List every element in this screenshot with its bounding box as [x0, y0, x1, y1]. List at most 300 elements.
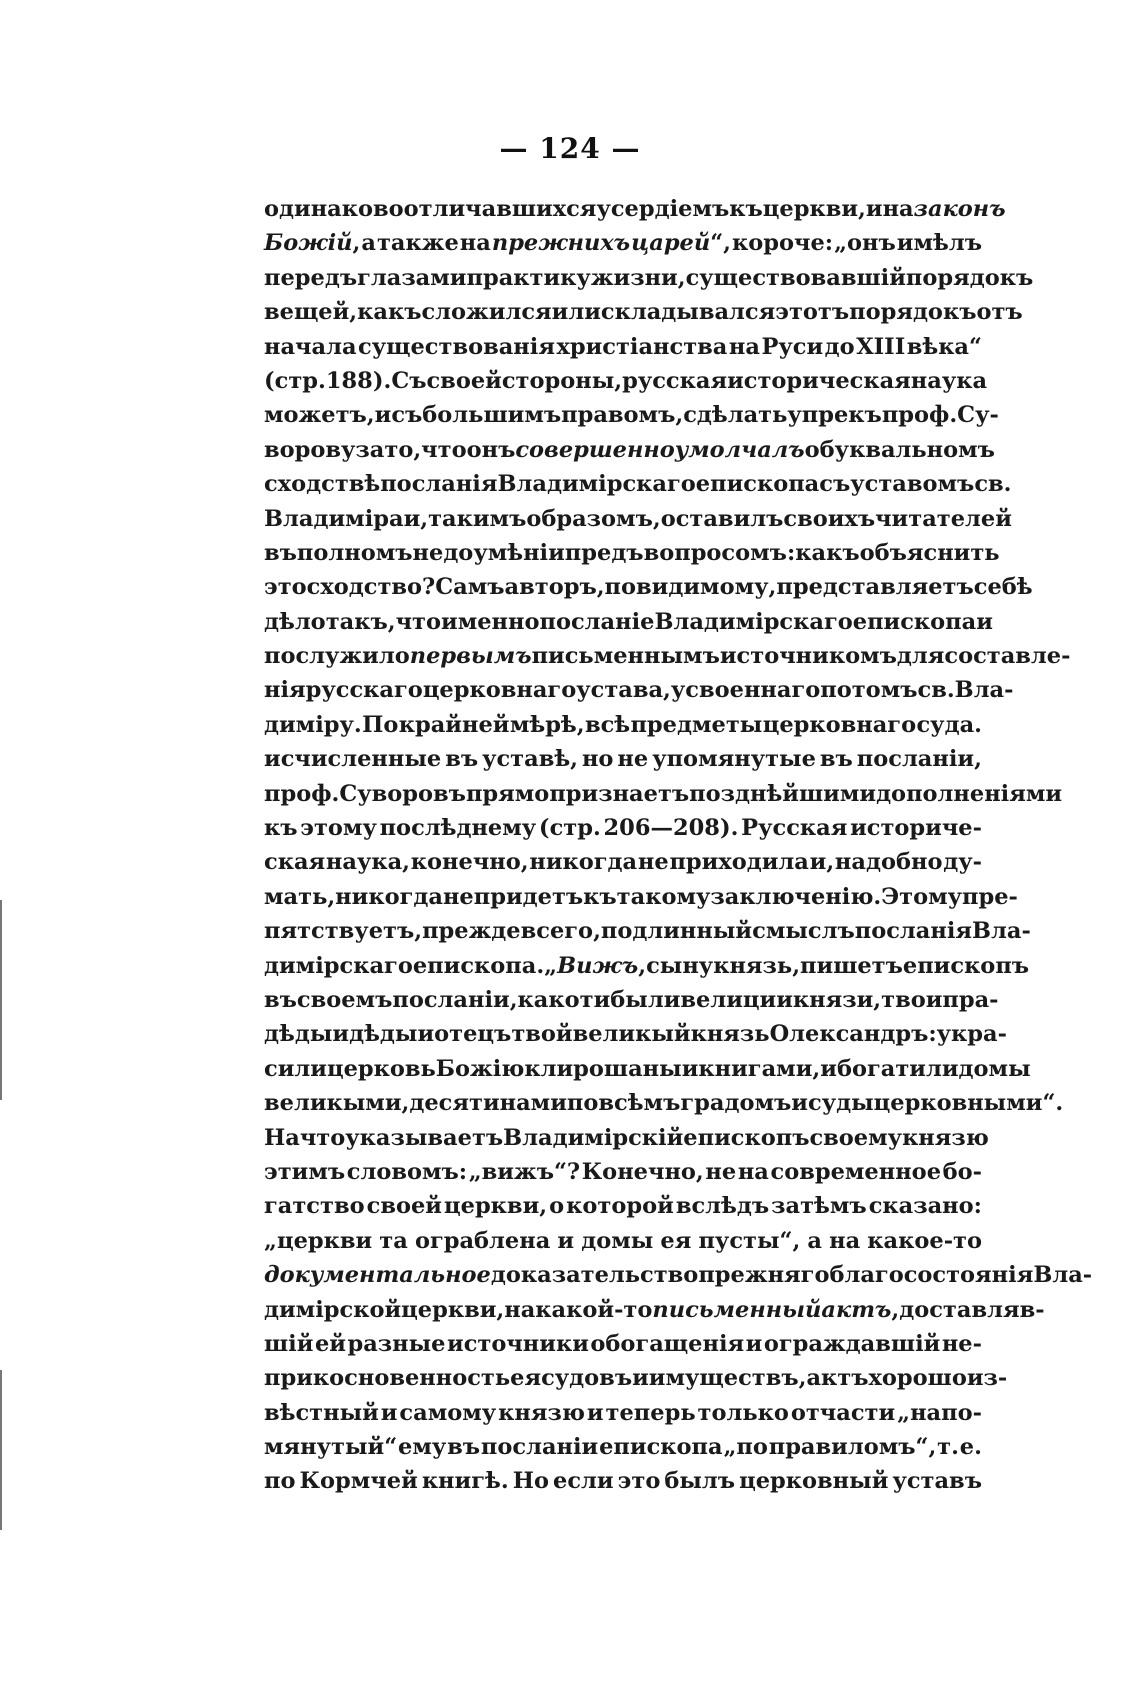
word: въ — [819, 746, 853, 773]
word: хорошо — [868, 1365, 967, 1392]
word: по — [566, 1090, 599, 1117]
word: и, — [809, 849, 835, 876]
word: суда. — [916, 711, 982, 738]
word: судовъ — [541, 1365, 633, 1392]
text-line — [264, 777, 1063, 811]
word: что — [421, 436, 467, 463]
word: на — [882, 196, 914, 222]
word: можетъ, — [264, 402, 375, 429]
word: практику — [466, 264, 591, 291]
word: на — [737, 1158, 769, 1185]
word: и — [380, 1399, 398, 1426]
word: документальное — [264, 1262, 491, 1289]
word: церковь — [326, 1055, 436, 1082]
word: на — [504, 1296, 536, 1323]
word: на — [728, 333, 760, 360]
word: такому — [616, 883, 711, 910]
word: источникомъ — [719, 643, 897, 670]
text-line — [264, 1361, 1008, 1395]
word: порядокъ — [849, 299, 977, 326]
word: мѣрѣ, — [509, 711, 585, 738]
word: церковными“. — [873, 1090, 1064, 1117]
word: „по — [723, 1434, 768, 1461]
word: прежнихъ — [491, 230, 631, 257]
word: вѣка“ — [906, 333, 982, 360]
text-line — [264, 295, 1023, 329]
word: письменный — [652, 1296, 822, 1323]
word: книгѣ. — [421, 1468, 509, 1495]
word: епископа — [599, 1434, 723, 1461]
word: также — [376, 230, 459, 257]
word: и — [745, 1330, 763, 1357]
word: из- — [966, 1365, 1008, 1392]
word: церковный — [739, 1468, 889, 1495]
word: крайней — [398, 711, 510, 738]
word: современное — [770, 1158, 942, 1185]
text-line — [264, 364, 988, 398]
word: своему — [809, 1124, 903, 1151]
word: только — [697, 1399, 789, 1426]
word: Съ — [391, 367, 427, 394]
word: князь, — [713, 952, 801, 979]
word: на — [829, 1227, 861, 1254]
word: епископъ — [683, 1124, 810, 1151]
word: составле- — [944, 643, 1071, 670]
word: Русская — [741, 815, 848, 842]
word: вслѣдъ — [675, 1193, 770, 1220]
word: стороны, — [501, 367, 623, 394]
text-line — [264, 845, 982, 879]
word: вопросомъ: — [643, 539, 796, 566]
word: сдѣлать — [683, 402, 788, 429]
word: и — [681, 1055, 699, 1082]
text-line — [264, 261, 1034, 295]
word: пятствуетъ, — [264, 918, 423, 945]
word: По — [362, 711, 399, 738]
word: недоумѣніи — [412, 539, 565, 566]
word: ти — [579, 986, 611, 1013]
word: ду- — [943, 849, 982, 876]
word: Вла- — [954, 677, 1014, 704]
word: позднѣйшими — [689, 780, 877, 807]
word: та — [379, 1227, 408, 1254]
word: На — [264, 1124, 300, 1151]
word: большимъ — [422, 402, 562, 429]
word: укра- — [936, 1021, 1007, 1048]
word: всѣмъ — [598, 1090, 681, 1117]
text-line — [264, 1155, 982, 1189]
text-line — [264, 1396, 982, 1430]
word: для — [896, 643, 945, 670]
word: посланіе — [539, 608, 655, 635]
word: затѣмъ — [771, 1193, 867, 1220]
word: никогда — [529, 849, 638, 876]
word: Владимірскаго — [497, 471, 696, 498]
word: себѣ — [973, 574, 1033, 601]
word: пусты“, — [698, 1227, 801, 1254]
text-line — [264, 639, 1071, 673]
word: объяснить — [859, 539, 1000, 566]
text-line — [264, 949, 1030, 983]
word: какъ — [795, 539, 860, 566]
word: такъ, — [325, 608, 396, 635]
word: и — [332, 1021, 350, 1048]
word: отецъ — [434, 1021, 512, 1048]
word: ограблена — [414, 1227, 551, 1254]
word: суды — [808, 1090, 874, 1117]
word: не — [705, 1158, 737, 1185]
text-line — [264, 192, 1006, 226]
word: образомъ, — [526, 505, 661, 532]
word: жизни, — [590, 264, 686, 291]
word: были — [610, 986, 681, 1013]
word: въ — [445, 746, 479, 773]
word: никогда — [335, 883, 443, 910]
word: умолчалъ — [674, 436, 805, 463]
word: что — [395, 608, 441, 635]
page-edge-mark — [0, 900, 2, 1100]
text-line — [264, 983, 999, 1017]
word: сили — [264, 1055, 327, 1082]
word: за — [355, 436, 385, 463]
text-line — [264, 1189, 982, 1223]
word: мянутый“ — [264, 1434, 398, 1461]
word: смыслъ — [752, 918, 855, 945]
word: этотъ — [775, 299, 850, 326]
word: князю — [498, 1399, 585, 1426]
word: существованія — [358, 333, 555, 360]
word: если — [553, 1468, 614, 1495]
word: „онъ — [834, 230, 896, 257]
word: отчасти — [790, 1399, 896, 1426]
word: князи, — [792, 986, 882, 1013]
word: такимъ — [428, 505, 527, 532]
word: Самъ — [435, 574, 505, 601]
word: предъ — [564, 539, 644, 566]
word: сложился — [421, 299, 552, 326]
text-line — [264, 398, 999, 432]
word: димірской — [264, 1296, 402, 1323]
word: указываетъ — [345, 1124, 504, 1151]
text-line — [264, 1086, 1064, 1120]
word: и — [865, 196, 883, 222]
word: 206—208). — [603, 815, 739, 842]
word: князю — [902, 1124, 989, 1151]
word: прежде — [422, 918, 521, 945]
word: не — [637, 849, 669, 876]
word: прикосновенность — [264, 1365, 511, 1392]
word: до — [824, 333, 855, 360]
text-line — [264, 605, 993, 639]
word: упрекъ — [787, 402, 882, 429]
word: правиломъ“, — [768, 1434, 937, 1461]
word: ея — [660, 1227, 692, 1254]
text-line — [264, 570, 1033, 604]
word: (стр. — [264, 367, 326, 394]
word: посланія — [380, 471, 498, 498]
word: клирошаны — [524, 1055, 682, 1082]
word: сыну — [646, 952, 714, 979]
word: и — [417, 1021, 435, 1048]
text-line — [264, 536, 1000, 570]
word: послѣднему — [379, 815, 537, 842]
word: (стр. — [538, 815, 601, 842]
word: начала — [264, 333, 357, 360]
text-line — [264, 880, 1018, 914]
word: актъ, — [821, 1296, 900, 1323]
word: „напо- — [897, 1399, 982, 1426]
page-edge-mark — [0, 1370, 2, 1530]
word: богатили — [836, 1055, 959, 1082]
word: и — [791, 1090, 808, 1117]
word: диміру. — [264, 711, 362, 738]
word: одинаково — [264, 196, 404, 222]
word: домы — [581, 1227, 654, 1254]
word: проф. — [264, 780, 340, 807]
word: заключенію. — [710, 883, 882, 910]
word: порядокъ — [905, 264, 1034, 291]
word: сходствѣ — [264, 471, 381, 498]
word: словомъ: — [346, 1158, 468, 1185]
word: какое-то — [867, 1227, 982, 1254]
word: Владимірскій — [503, 1124, 684, 1151]
word: совершенно — [515, 436, 675, 463]
word: предметы — [630, 711, 763, 738]
word: усвоеннаго — [670, 677, 821, 704]
word: дѣды — [349, 1021, 418, 1048]
word: сходство? — [306, 574, 436, 601]
word: посланія — [854, 918, 973, 945]
word: этимъ — [264, 1158, 346, 1185]
word: уставѣ, — [482, 746, 578, 773]
word: потомъ — [820, 677, 918, 704]
word: источники — [447, 1330, 589, 1357]
word: церковнаго — [422, 677, 577, 704]
word: посланіи, — [856, 746, 982, 773]
word: 188). — [325, 367, 392, 394]
text-line — [264, 502, 1012, 536]
word: къ — [264, 815, 298, 842]
word: то, — [384, 436, 422, 463]
word: онъ — [466, 436, 516, 463]
word: полномъ — [296, 539, 413, 566]
word: обогащенія — [590, 1330, 745, 1357]
word: Владимірскаго — [654, 608, 853, 635]
word: XIII — [856, 333, 906, 360]
word: и — [976, 608, 993, 635]
word: шій — [264, 1330, 314, 1357]
word: представляетъ — [776, 574, 974, 601]
word: складывался — [600, 299, 776, 326]
word: короче: — [732, 230, 834, 257]
word: ская — [264, 849, 326, 876]
word: посланіи — [480, 1434, 599, 1461]
word: прежняго — [698, 1262, 830, 1289]
word: оставилъ — [660, 505, 784, 532]
word: ему — [398, 1434, 447, 1461]
word: наука, — [325, 849, 411, 876]
word: теперь — [605, 1399, 696, 1426]
word: твой — [511, 1021, 573, 1048]
word: которой — [566, 1193, 674, 1220]
text-line — [264, 1327, 982, 1361]
text-line — [264, 330, 982, 364]
word: т. — [937, 1434, 959, 1461]
text-line — [264, 433, 995, 467]
text-line — [264, 1052, 1031, 1086]
word: послужило — [264, 643, 410, 670]
word: церкви, — [444, 1193, 548, 1220]
word: Божію — [435, 1055, 525, 1082]
word: пра- — [942, 986, 999, 1013]
word: своихъ — [783, 505, 876, 532]
word: всего, — [520, 918, 601, 945]
word: Вла- — [1033, 1262, 1093, 1289]
word: по — [264, 1468, 296, 1495]
word: Суворовъ — [339, 780, 466, 807]
word: историческая — [727, 367, 911, 394]
text-line — [264, 1464, 982, 1498]
word: упомянутые — [652, 746, 816, 773]
word: церкви, — [762, 196, 866, 222]
word: и — [586, 1399, 604, 1426]
word: но — [581, 746, 614, 773]
text-line — [264, 1258, 1093, 1292]
word: а — [807, 1227, 823, 1254]
word: или — [551, 299, 601, 326]
word: устава, — [576, 677, 671, 704]
word: русскаго — [305, 677, 423, 704]
word: како — [517, 986, 580, 1013]
word: св. — [917, 677, 955, 704]
word: велиции — [680, 986, 793, 1013]
word: градомъ — [680, 1090, 792, 1117]
word: нія — [264, 677, 306, 704]
word: не — [617, 746, 649, 773]
word: наука — [910, 367, 988, 394]
word: своей — [366, 1193, 442, 1220]
word: отъ — [976, 299, 1023, 326]
word: мать, — [264, 883, 336, 910]
word: буквальномъ — [819, 436, 995, 463]
word: приходила — [669, 849, 809, 876]
word: въ — [447, 1434, 481, 1461]
word: законъ — [913, 196, 1006, 222]
word: „Вижъ, — [544, 952, 647, 979]
text-line — [264, 1017, 1007, 1051]
word: исчисленные — [264, 746, 442, 773]
word: о — [549, 1193, 565, 1220]
word: именно — [441, 608, 540, 635]
word: ворову — [264, 436, 356, 463]
word: о — [804, 436, 820, 463]
word: правомъ, — [561, 402, 684, 429]
word: актъ — [806, 1365, 869, 1392]
word: царей“, — [631, 230, 732, 257]
word: уставомъ — [850, 471, 975, 498]
word: Божій, — [264, 230, 361, 257]
word: этому — [300, 815, 377, 842]
word: десятинами — [409, 1090, 567, 1117]
word: вещей, — [264, 299, 358, 326]
word: доказательство — [490, 1262, 699, 1289]
word: Кормчей — [299, 1468, 418, 1495]
word: письменнымъ — [531, 643, 720, 670]
word: пишетъ — [800, 952, 903, 979]
word: димірскаго — [264, 952, 413, 979]
word: своей — [426, 367, 502, 394]
body-text — [264, 192, 1093, 1499]
word: Этому — [881, 883, 963, 910]
word: и — [820, 1055, 837, 1082]
word: подлинный — [600, 918, 753, 945]
word: епископа — [852, 608, 977, 635]
word: ея — [510, 1365, 542, 1392]
text-line — [264, 1293, 1045, 1327]
word: съ — [391, 402, 423, 429]
word: существовавшій — [685, 264, 906, 291]
word: и — [374, 402, 392, 429]
word: Конечно, — [581, 1158, 704, 1185]
word: имуществъ, — [648, 1365, 807, 1392]
word: епископа — [695, 471, 820, 498]
word: Олександръ: — [769, 1021, 937, 1048]
word: на — [459, 230, 491, 257]
word: съ — [819, 471, 851, 498]
text-line — [264, 811, 982, 845]
word: повидимому, — [604, 574, 777, 601]
word: „вижъ“? — [468, 1158, 581, 1185]
word: дѣло — [264, 608, 326, 635]
word: Вла- — [972, 918, 1031, 945]
text-line — [264, 708, 982, 742]
text-line — [264, 673, 1014, 707]
word: проф. — [881, 402, 958, 429]
word: Но — [512, 1468, 549, 1495]
word: а — [361, 230, 376, 257]
word: отличавшихся — [403, 196, 597, 222]
word: и — [557, 1227, 575, 1254]
word: это — [617, 1468, 661, 1495]
word: историче- — [850, 815, 982, 842]
word: посланіи, — [392, 986, 518, 1013]
word: усердіемъ — [596, 196, 730, 222]
word: вѣстный — [264, 1399, 379, 1426]
word: русская — [622, 367, 728, 394]
word: не- — [941, 1330, 982, 1357]
word: дѣды — [264, 1021, 333, 1048]
word: имѣлъ — [896, 230, 982, 257]
text-line — [264, 1430, 982, 1464]
word: дополненіями — [876, 780, 1063, 807]
word: „церкви — [264, 1227, 373, 1254]
word: разные — [347, 1330, 446, 1357]
word: князь — [690, 1021, 770, 1048]
word: ограждавшій — [763, 1330, 941, 1357]
word: къ — [583, 883, 617, 910]
word: св. — [974, 471, 1012, 498]
word: признаетъ — [549, 780, 690, 807]
word: е. — [959, 1434, 982, 1461]
word: христіанства — [556, 333, 728, 360]
word: Руси — [761, 333, 824, 360]
word: сказано: — [868, 1193, 982, 1220]
word: надобно — [834, 849, 943, 876]
word: читателей — [875, 505, 1012, 532]
word: твои — [881, 986, 943, 1013]
word: великыми, — [264, 1090, 410, 1117]
word: былъ — [664, 1468, 736, 1495]
